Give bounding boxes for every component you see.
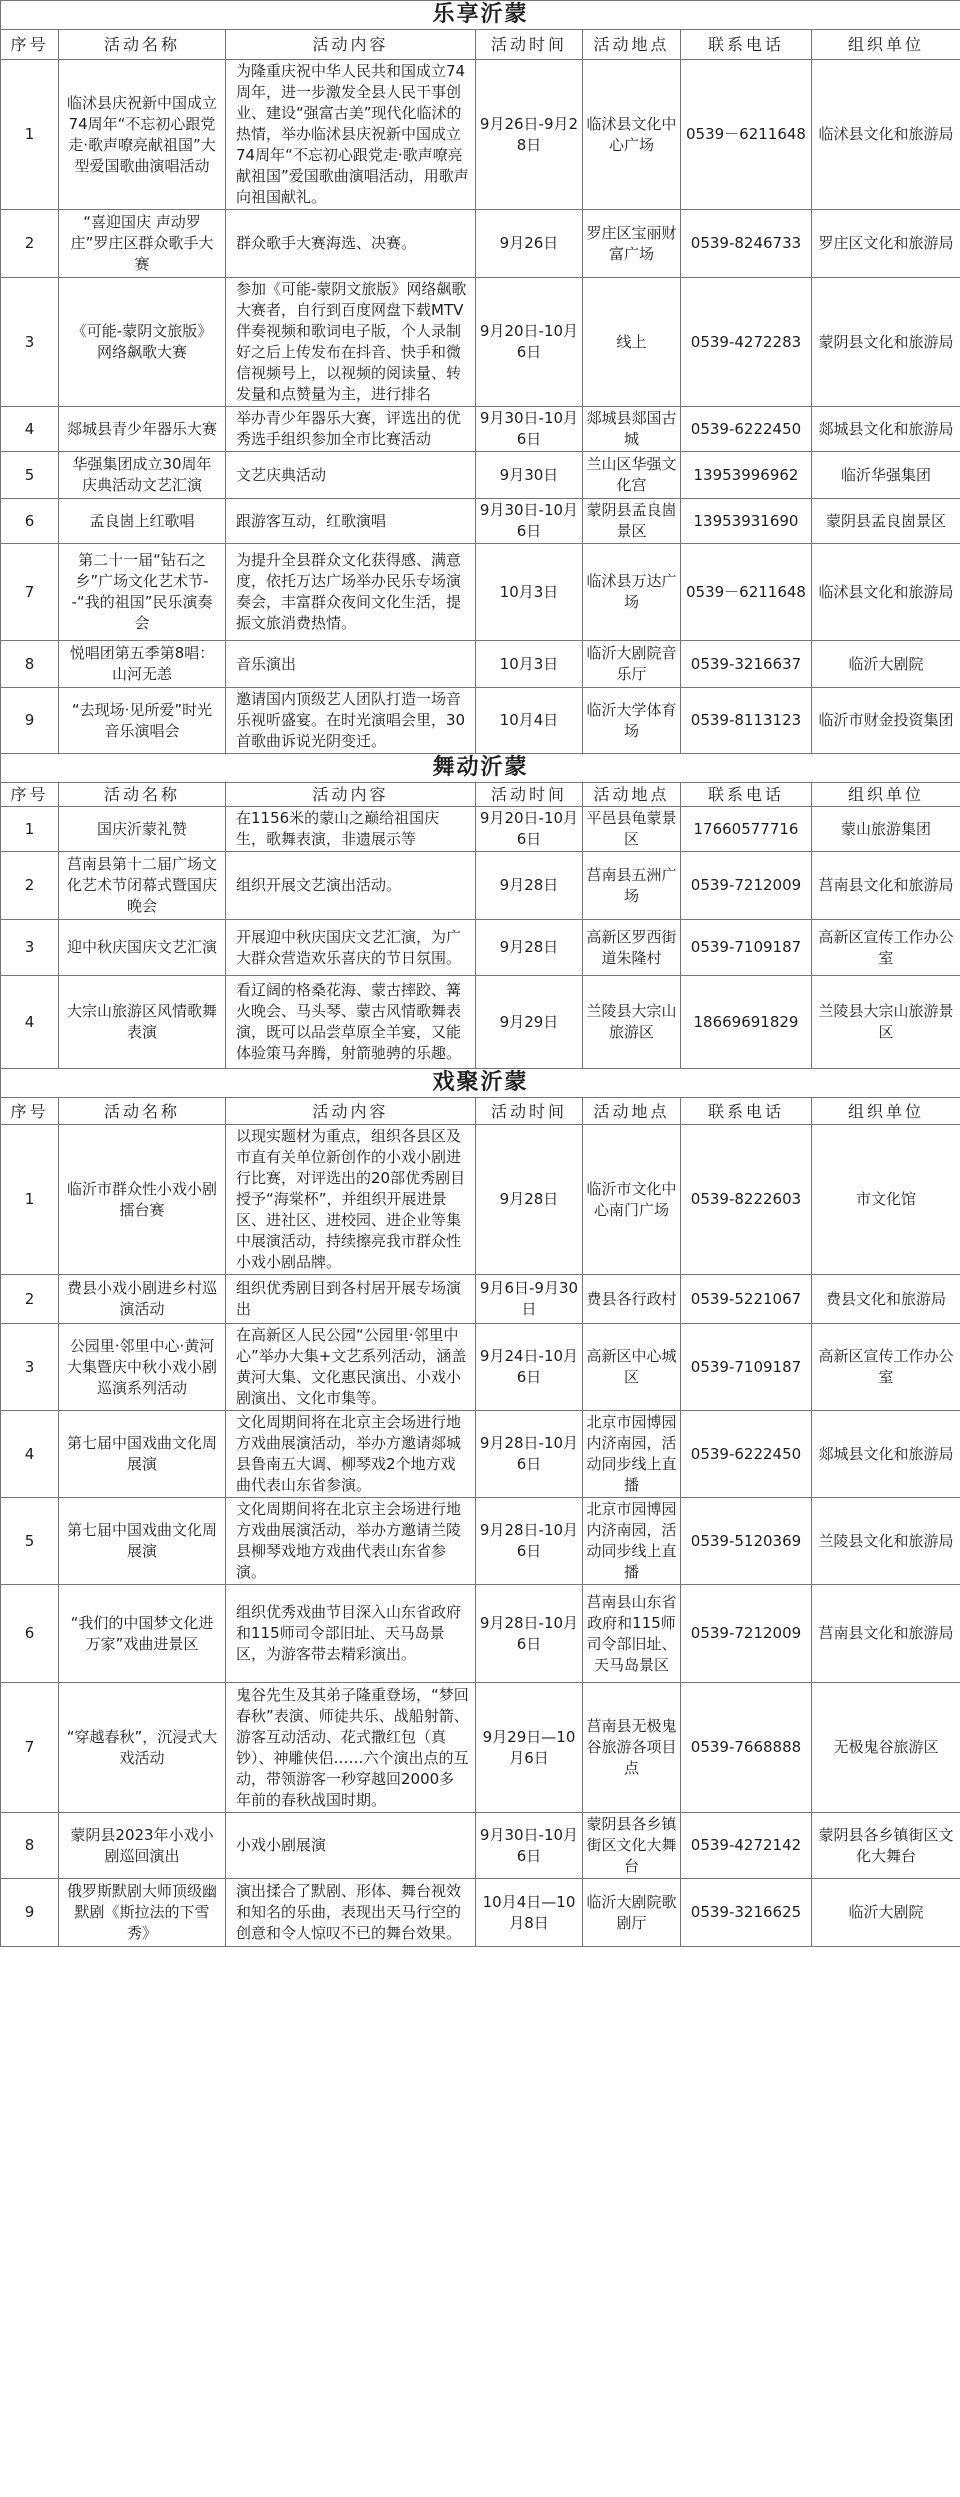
table-row [1, 278, 960, 407]
section-title: 乐享沂蒙 [1, 1, 960, 30]
activity-place: 莒南县五洲广场 [583, 852, 681, 920]
activity-place: 费县各行政村 [583, 1275, 681, 1324]
table-row [1, 976, 960, 1069]
organizer: 蒙山旅游集团 [812, 807, 960, 852]
activity-place: 罗庄区宝丽财富广场 [583, 210, 681, 278]
activity-content: 文化周期间将在北京主会场进行地方戏曲展演活动，举办方邀请郯城县鲁南五大调、柳琴戏2个地方戏曲代表山东省参演。 [226, 1411, 476, 1498]
row-number: 2 [1, 852, 59, 920]
organizer: 蒙阴县各乡镇街区文化大舞台 [812, 1813, 960, 1879]
activity-name: 俄罗斯默剧大师顶级幽默剧《斯拉法的下雪秀》 [59, 1879, 226, 1947]
column-header: 活动时间 [476, 30, 583, 60]
table-row [1, 1879, 960, 1947]
column-header: 活动内容 [226, 1098, 476, 1125]
activity-content: 邀请国内顶级艺人团队打造一场音乐视听盛宴。在时光演唱会里，30首歌曲诉说光阴变迁。 [226, 688, 476, 754]
activity-time: 9月28日 [476, 920, 583, 976]
activity-place: 北京市园博园内济南园，活动同步线上直播 [583, 1498, 681, 1585]
table-row [1, 1411, 960, 1498]
activity-name: “去现场·见所爱”时光音乐演唱会 [59, 688, 226, 754]
activity-time: 9月28日 [476, 852, 583, 920]
activity-content: 组织优秀剧目到各村居开展专场演出 [226, 1275, 476, 1324]
organizer: 临沭县文化和旅游局 [812, 544, 960, 641]
column-header: 序号 [1, 1098, 59, 1125]
row-number: 5 [1, 1498, 59, 1585]
table-row [1, 1125, 960, 1275]
column-header: 活动地点 [583, 783, 681, 807]
activity-name: 孟良崮上红歌唱 [59, 499, 226, 544]
column-header: 联系电话 [681, 30, 812, 60]
contact-phone: 0539-8246733 [681, 210, 812, 278]
contact-phone: 0539-8222603 [681, 1125, 812, 1275]
activity-content: 组织优秀戏曲节目深入山东省政府和115师司令部旧址、天马岛景区，为游客带去精彩演出。 [226, 1585, 476, 1683]
activity-name: “我们的中国梦文化进万家”戏曲进景区 [59, 1585, 226, 1683]
column-header: 活动名称 [59, 1098, 226, 1125]
activity-place: 蒙阴县各乡镇街区文化大舞台 [583, 1813, 681, 1879]
contact-phone: 0539-6222450 [681, 407, 812, 452]
activity-name: 大宗山旅游区风情歌舞表演 [59, 976, 226, 1069]
column-header: 活动名称 [59, 30, 226, 60]
row-number: 1 [1, 1125, 59, 1275]
row-number: 1 [1, 60, 59, 210]
row-number: 7 [1, 1683, 59, 1813]
activity-time: 9月29日—10月6日 [476, 1683, 583, 1813]
activity-time: 9月30日-10月6日 [476, 499, 583, 544]
contact-phone: 13953996962 [681, 452, 812, 499]
activity-time: 9月30日-10月6日 [476, 1813, 583, 1879]
table-row [1, 920, 960, 976]
organizer: 临沂市财金投资集团 [812, 688, 960, 754]
contact-phone: 0539-7109187 [681, 920, 812, 976]
activity-place: 兰陵县大宗山旅游区 [583, 976, 681, 1069]
activity-time: 9月20日-10月6日 [476, 807, 583, 852]
activity-name: 华强集团成立30周年庆典活动文艺汇演 [59, 452, 226, 499]
organizer: 郯城县文化和旅游局 [812, 407, 960, 452]
row-number: 2 [1, 1275, 59, 1324]
row-number: 5 [1, 452, 59, 499]
table-row [1, 499, 960, 544]
contact-phone: 0539-3216637 [681, 641, 812, 688]
table-row [1, 1683, 960, 1813]
organizer: 蒙阴县孟良崮景区 [812, 499, 960, 544]
contact-phone: 0539－6211648 [681, 60, 812, 210]
activity-content: 群众歌手大赛海选、决赛。 [226, 210, 476, 278]
contact-phone: 0539-4272142 [681, 1813, 812, 1879]
section-title-row [1, 1069, 960, 1098]
activity-place: 平邑县龟蒙景区 [583, 807, 681, 852]
organizer: 蒙阴县文化和旅游局 [812, 278, 960, 407]
activity-place: 线上 [583, 278, 681, 407]
activity-name: 第二十一届“钻石之乡”广场文化艺术节--“我的祖国”民乐演奏会 [59, 544, 226, 641]
row-number: 7 [1, 544, 59, 641]
organizer: 高新区宣传工作办公室 [812, 1324, 960, 1411]
activity-place: 莒南县山东省政府和115师司令部旧址、天马岛景区 [583, 1585, 681, 1683]
activity-name: 费县小戏小剧进乡村巡演活动 [59, 1275, 226, 1324]
activity-name: 国庆沂蒙礼赞 [59, 807, 226, 852]
contact-phone: 0539-4272283 [681, 278, 812, 407]
table-row [1, 852, 960, 920]
column-header: 活动内容 [226, 783, 476, 807]
activity-content: 文艺庆典活动 [226, 452, 476, 499]
activity-content: 开展迎中秋庆国庆文艺汇演，为广大群众营造欢乐喜庆的节日氛围。 [226, 920, 476, 976]
table-row [1, 1275, 960, 1324]
contact-phone: 0539-7212009 [681, 852, 812, 920]
table-row [1, 60, 960, 210]
activity-content: 看辽阔的格桑花海、蒙古摔跤、篝火晚会、马头琴、蒙古风情歌舞表演，既可以品尝草原全羊宴，又能体验策马奔腾，射箭驰骋的乐趣。 [226, 976, 476, 1069]
activity-time: 9月26日 [476, 210, 583, 278]
column-header: 活动内容 [226, 30, 476, 60]
header-row [1, 783, 960, 807]
activity-name: 第七届中国戏曲文化周展演 [59, 1498, 226, 1585]
activity-name: 临沭县庆祝新中国成立74周年“不忘初心跟党走·歌声嘹亮献祖国”大型爱国歌曲演唱活动 [59, 60, 226, 210]
activity-content: 以现实题材为重点，组织各县区及市直有关单位新创作的小戏小剧进行比赛，对评选出的20部优秀剧目授予“海棠杯”，并组织开展进景区、进社区、进校园、进企业等集中展演活动，持续擦亮我市群众性小戏小剧品牌。 [226, 1125, 476, 1275]
header-row [1, 1098, 960, 1125]
activity-time: 10月4日 [476, 688, 583, 754]
activity-time: 10月3日 [476, 544, 583, 641]
contact-phone: 0539-5221067 [681, 1275, 812, 1324]
activity-content: 为隆重庆祝中华人民共和国成立74周年，进一步激发全县人民干事创业、建设“强富古美”现代化临沭的热情，举办临沭县庆祝新中国成立74周年“不忘初心跟党走·歌声嘹亮献祖国”爱国歌曲演唱活动，用歌声向祖国献礼。 [226, 60, 476, 210]
contact-phone: 0539-3216625 [681, 1879, 812, 1947]
organizer: 市文化馆 [812, 1125, 960, 1275]
activity-place: 高新区罗西街道朱隆村 [583, 920, 681, 976]
organizer: 罗庄区文化和旅游局 [812, 210, 960, 278]
row-number: 6 [1, 499, 59, 544]
table-row [1, 407, 960, 452]
activity-time: 9月28日-10月6日 [476, 1498, 583, 1585]
activity-name: 蒙阴县2023年小戏小剧巡回演出 [59, 1813, 226, 1879]
activity-time: 9月24日-10月6日 [476, 1324, 583, 1411]
column-header: 活动名称 [59, 783, 226, 807]
contact-phone: 0539-7109187 [681, 1324, 812, 1411]
activity-content: 鬼谷先生及其弟子隆重登场，“梦回春秋”表演、师徒共乐、战船射箭、游客互动活动、花式撒红包（真钞）、神雕侠侣……六个演出点的互动，带领游客一秒穿越回2000多年前的春秋战国时期。 [226, 1683, 476, 1813]
activity-place: 郯城县郯国古城 [583, 407, 681, 452]
row-number: 8 [1, 1813, 59, 1879]
column-header: 活动地点 [583, 1098, 681, 1125]
column-header: 活动地点 [583, 30, 681, 60]
activity-place: 莒南县无极鬼谷旅游各项目点 [583, 1683, 681, 1813]
section-title: 舞动沂蒙 [1, 754, 960, 783]
contact-phone: 18669691829 [681, 976, 812, 1069]
activity-content: 组织开展文艺演出活动。 [226, 852, 476, 920]
column-header: 序号 [1, 30, 59, 60]
organizer: 高新区宣传工作办公室 [812, 920, 960, 976]
column-header: 序号 [1, 783, 59, 807]
activity-name: 《可能-蒙阴文旅版》网络飙歌大赛 [59, 278, 226, 407]
row-number: 4 [1, 976, 59, 1069]
table-row [1, 1498, 960, 1585]
activity-time: 9月29日 [476, 976, 583, 1069]
activity-place: 临沂大剧院音乐厅 [583, 641, 681, 688]
activity-place: 临沂市文化中心南门广场 [583, 1125, 681, 1275]
section-title-row [1, 754, 960, 783]
table-body [1, 1, 960, 1947]
activity-time: 9月28日-10月6日 [476, 1585, 583, 1683]
activity-place: 临沂大剧院歌剧厅 [583, 1879, 681, 1947]
activity-content: 文化周期间将在北京主会场进行地方戏曲展演活动，举办方邀请兰陵县柳琴戏地方戏曲代表山东省参演。 [226, 1498, 476, 1585]
row-number: 3 [1, 1324, 59, 1411]
activity-place: 高新区中心城区 [583, 1324, 681, 1411]
activity-name: “穿越春秋”，沉浸式大戏活动 [59, 1683, 226, 1813]
table-row [1, 544, 960, 641]
row-number: 8 [1, 641, 59, 688]
organizer: 临沂大剧院 [812, 641, 960, 688]
activity-time: 9月28日-10月6日 [476, 1411, 583, 1498]
activity-name: 莒南县第十二届广场文化艺术节闭幕式暨国庆晚会 [59, 852, 226, 920]
column-header: 组织单位 [812, 30, 960, 60]
organizer: 临沭县文化和旅游局 [812, 60, 960, 210]
table-row [1, 688, 960, 754]
activity-time: 9月28日 [476, 1125, 583, 1275]
activity-time: 10月4日—10月8日 [476, 1879, 583, 1947]
organizer: 兰陵县文化和旅游局 [812, 1498, 960, 1585]
section-title-row [1, 1, 960, 30]
activity-content: 在高新区人民公园“公园里·邻里中心”举办大集+文艺系列活动，涵盖黄河大集、文化惠民演出、小戏小剧演出、文化市集等。 [226, 1324, 476, 1411]
activity-place: 蒙阴县孟良崮景区 [583, 499, 681, 544]
activity-name: 郯城县青少年器乐大赛 [59, 407, 226, 452]
table-row [1, 807, 960, 852]
table-row [1, 1813, 960, 1879]
activity-content: 在1156米的蒙山之巅给祖国庆生，歌舞表演，非遗展示等 [226, 807, 476, 852]
contact-phone: 17660577716 [681, 807, 812, 852]
table-row [1, 1585, 960, 1683]
contact-phone: 0539-5120369 [681, 1498, 812, 1585]
activity-content: 音乐演出 [226, 641, 476, 688]
organizer: 无极鬼谷旅游区 [812, 1683, 960, 1813]
contact-phone: 0539－6211648 [681, 544, 812, 641]
row-number: 4 [1, 1411, 59, 1498]
activity-content: 小戏小剧展演 [226, 1813, 476, 1879]
activity-time: 10月3日 [476, 641, 583, 688]
organizer: 莒南县文化和旅游局 [812, 1585, 960, 1683]
column-header: 活动时间 [476, 1098, 583, 1125]
row-number: 2 [1, 210, 59, 278]
contact-phone: 0539-8113123 [681, 688, 812, 754]
organizer: 临沂大剧院 [812, 1879, 960, 1947]
column-header: 联系电话 [681, 783, 812, 807]
activity-place: 临沂大学体育场 [583, 688, 681, 754]
activity-content: 跟游客互动，红歌演唱 [226, 499, 476, 544]
column-header: 组织单位 [812, 783, 960, 807]
contact-phone: 0539-7212009 [681, 1585, 812, 1683]
activity-place: 兰山区华强文化宫 [583, 452, 681, 499]
row-number: 3 [1, 278, 59, 407]
column-header: 活动时间 [476, 783, 583, 807]
organizer: 费县文化和旅游局 [812, 1275, 960, 1324]
activity-time: 9月26日-9月28日 [476, 60, 583, 210]
organizer: 临沂华强集团 [812, 452, 960, 499]
activity-content: 参加《可能-蒙阴文旅版》网络飙歌大赛者，自行到百度网盘下载MTV伴奏视频和歌词电子版，个人录制好之后上传发布在抖音、快手和微信视频号上，以视频的阅读量、转发量和点赞量为主，进行排名 [226, 278, 476, 407]
row-number: 9 [1, 688, 59, 754]
activity-content: 为提升全县群众文化获得感、满意度，依托万达广场举办民乐专场演奏会，丰富群众夜间文化生活，提振文旅消费热情。 [226, 544, 476, 641]
organizer: 莒南县文化和旅游局 [812, 852, 960, 920]
row-number: 9 [1, 1879, 59, 1947]
row-number: 3 [1, 920, 59, 976]
activity-time: 9月6日-9月30日 [476, 1275, 583, 1324]
row-number: 6 [1, 1585, 59, 1683]
organizer: 兰陵县大宗山旅游景区 [812, 976, 960, 1069]
contact-phone: 13953931690 [681, 499, 812, 544]
column-header: 联系电话 [681, 1098, 812, 1125]
activity-content: 演出揉合了默剧、形体、舞台视效和知名的乐曲，表现出天马行空的创意和令人惊叹不已的舞台效果。 [226, 1879, 476, 1947]
activity-content: 举办青少年器乐大赛，评选出的优秀选手组织参加全市比赛活动 [226, 407, 476, 452]
header-row [1, 30, 960, 60]
activity-time: 9月30日 [476, 452, 583, 499]
activity-name: 悦唱团第五季第8唱：山河无恙 [59, 641, 226, 688]
row-number: 4 [1, 407, 59, 452]
activity-name: 迎中秋庆国庆文艺汇演 [59, 920, 226, 976]
activity-name: 公园里·邻里中心·黄河大集暨庆中秋小戏小剧巡演系列活动 [59, 1324, 226, 1411]
activity-name: 第七届中国戏曲文化周展演 [59, 1411, 226, 1498]
activity-time: 9月30日-10月6日 [476, 407, 583, 452]
activity-place: 临沭县文化中心广场 [583, 60, 681, 210]
column-header: 组织单位 [812, 1098, 960, 1125]
table-row [1, 1324, 960, 1411]
contact-phone: 0539-6222450 [681, 1411, 812, 1498]
table-row [1, 210, 960, 278]
activity-name: “喜迎国庆 声动罗庄”罗庄区群众歌手大赛 [59, 210, 226, 278]
table-row [1, 452, 960, 499]
contact-phone: 0539-7668888 [681, 1683, 812, 1813]
activity-place: 北京市园博园内济南园，活动同步线上直播 [583, 1411, 681, 1498]
table-row [1, 641, 960, 688]
row-number: 1 [1, 807, 59, 852]
activity-place: 临沭县万达广场 [583, 544, 681, 641]
organizer: 郯城县文化和旅游局 [812, 1411, 960, 1498]
section-title: 戏聚沂蒙 [1, 1069, 960, 1098]
activity-time: 9月20日-10月6日 [476, 278, 583, 407]
activity-name: 临沂市群众性小戏小剧擂台赛 [59, 1125, 226, 1275]
